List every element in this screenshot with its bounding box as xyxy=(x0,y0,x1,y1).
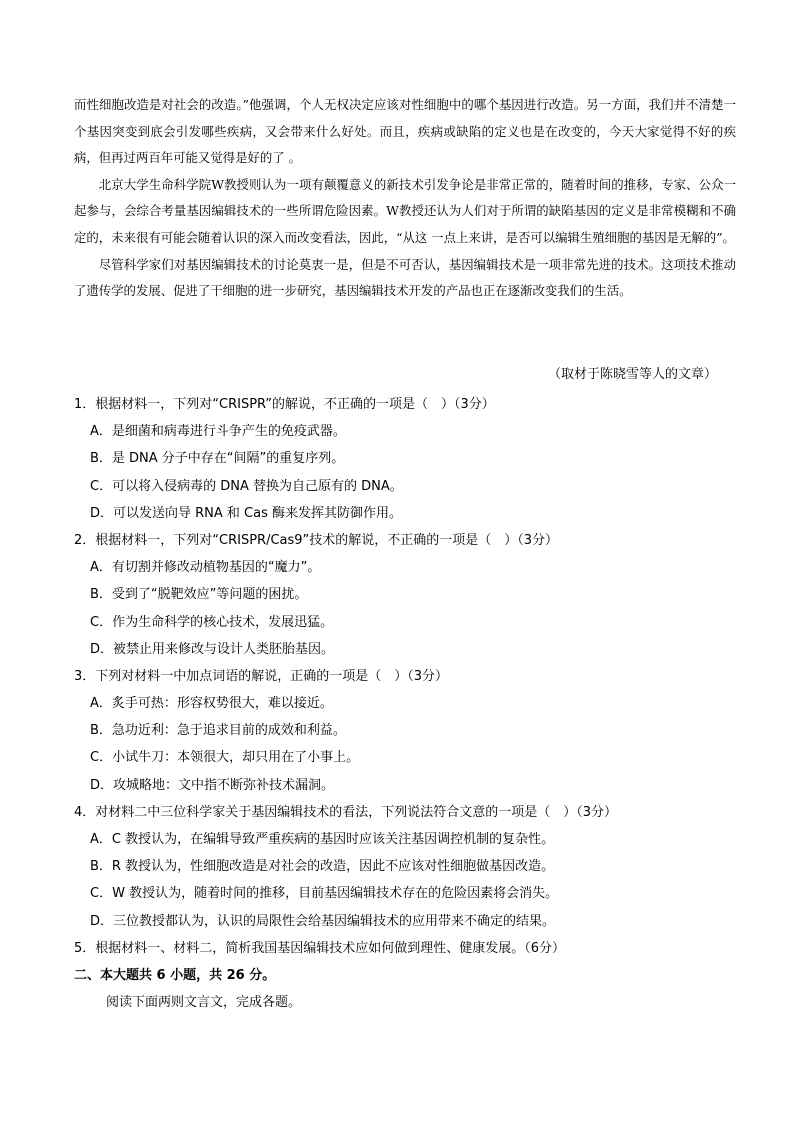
option-a: A．C 教授认为，在编辑导致严重疾病的基因时应该关注基因调控机制的复杂性。 xyxy=(90,832,555,847)
option-b: B．受到了“脱靶效应”等问题的困扰。 xyxy=(90,587,308,603)
question-list xyxy=(74,391,744,1016)
question-3 xyxy=(74,663,744,799)
option-c: C．小试牛刀：本领很大，却只用在了小事上。 xyxy=(90,750,360,766)
section-intro: 阅读下面两则文言文，完成各题。 xyxy=(106,995,302,1011)
passage-paragraph-3: 尽管科学家们对基因编辑技术的讨论莫衷一是，但是不可否认，基因编辑技术是一项非常先进的技术。这项技术推动了遗传学的发展、促进了干细胞的进一步研究，基因编辑技术开发的产品也正在逐渐改变我们的生活。 xyxy=(74,256,736,299)
source-citation: （取材于陈晓雪等人的文章） xyxy=(547,367,717,382)
option-d: D．可以发送向导 RNA 和 Cas 酶来发挥其防御作用。 xyxy=(90,505,403,521)
question-1 xyxy=(74,391,744,527)
question-stem: 1．根据材料一，下列对“CRISPR”的解说，不正确的一项是（ ）（3分） xyxy=(74,397,495,412)
option-a: A．有切割并修改动植物基因的“魔力”。 xyxy=(90,560,321,576)
question-stem: 2．根据材料一，下列对“CRISPR/Cas9”技术的解说，不正确的一项是（ ）（3分） xyxy=(74,532,559,548)
reading-passage xyxy=(74,92,736,305)
option-b: B．R 教授认为，性细胞改造是对社会的改造，因此不应该对性细胞做基因改造。 xyxy=(90,859,555,875)
option-c: C．可以将入侵病毒的 DNA 替换为自己原有的 DNA。 xyxy=(90,478,403,494)
option-d: D．被禁止用来修改与设计人类胚胎基因。 xyxy=(90,641,335,657)
question-stem: 4．对材料二中三位科学家关于基因编辑技术的看法，下列说法符合文意的一项是（ ）（3分） xyxy=(74,804,618,820)
option-b: B．急功近利：急于追求目前的成效和利益。 xyxy=(90,723,346,739)
passage-paragraph-2: 北京大学生命科学院W教授则认为一项有颠覆意义的新技术引发争论是非常正常的，随着时间的推移，专家、公众一起参与，会综合考量基因编辑技术的一些所谓危险因素。W教授还认为人们对于所谓的缺陷基因的定义是非常模糊和不确定的，未来很有可能会随着认识的深入而改变看法，因此，“从这 一点上来讲，是否可以编辑生殖细胞的基因是无解的”。 xyxy=(74,176,736,245)
question-4 xyxy=(74,799,744,935)
option-d: D．三位教授都认为，认识的局限性会给基因编辑技术的应用带来不确定的结果。 xyxy=(90,913,556,929)
option-c: C．W 教授认为，随着时间的推移，目前基因编辑技术存在的危险因素将会消失。 xyxy=(90,886,559,902)
option-c: C．作为生命科学的核心技术，发展迅猛。 xyxy=(90,614,334,630)
passage-paragraph-1: 而性细胞改造是对社会的改造。”他强调，个人无权决定应该对性细胞中的哪个基因进行改造。另一方面，我们并不清楚一个基因突变到底会引发哪些疾病，又会带来什么好处。而且，疾病或缺陷的定义也是在改变的，今天大家觉得不好的疾病，但再过两百年可能又觉得是好的了 。 xyxy=(74,97,736,166)
question-stem: 5．根据材料一、材料二，简析我国基因编辑技术应如何做到理性、健康发展。（6分） xyxy=(74,940,566,956)
option-a: A．炙手可热：形容权势很大，难以接近。 xyxy=(90,696,333,712)
option-d: D．攻城略地：文中指不断弥补技术漏洞。 xyxy=(90,777,335,793)
question-5 xyxy=(74,935,744,962)
option-b: B．是 DNA 分子中存在“间隔”的重复序列。 xyxy=(90,451,345,467)
section-heading: 二、本大题共 6 小题，共 26 分。 xyxy=(74,967,276,983)
question-2 xyxy=(74,527,744,663)
option-a: A．是细菌和病毒进行斗争产生的免疫武器。 xyxy=(90,424,346,440)
question-stem: 3．下列对材料一中加点词语的解说，正确的一项是（ ）（3分） xyxy=(74,668,449,684)
